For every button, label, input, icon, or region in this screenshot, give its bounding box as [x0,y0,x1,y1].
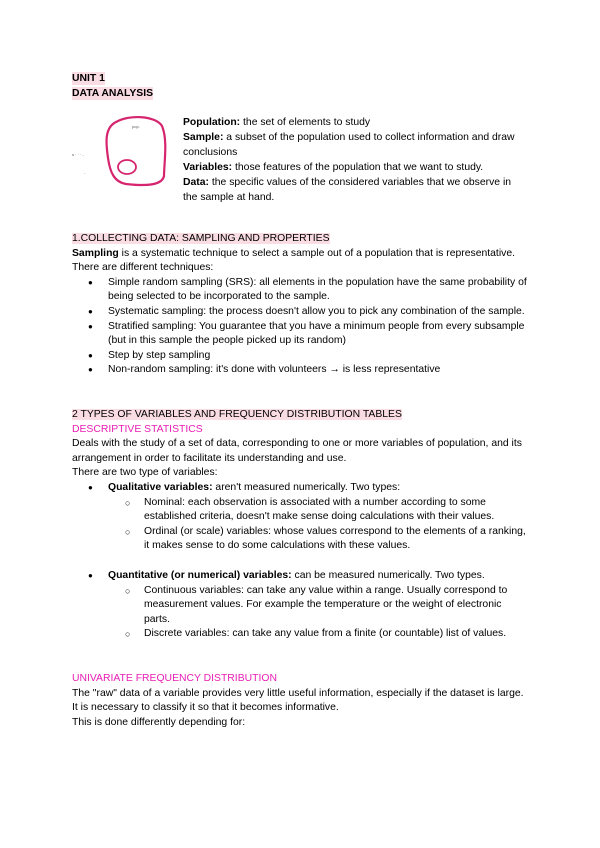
definition-text: those features of the population that we want to study. [232,162,484,173]
definition-text: a subset of the population used to collect information and draw conclusions [183,132,515,158]
item-text: aren't measured numerically. Two types: [212,481,401,493]
item-term: Qualitative variables: [108,481,213,493]
svg-text:-: - [84,170,86,175]
list-item: ● Non-random sampling: it's done with volunteers → is less representative [72,363,530,378]
intro-term: Sampling [72,247,119,259]
section-intro [72,247,530,276]
unit-number: UNIT 1 [72,73,105,84]
section-frequency [72,672,530,730]
definition-term: Population: [183,117,241,128]
definition-variables [183,160,523,175]
paragraph: This is done differently depending for: [72,716,246,728]
section-variables [72,408,530,642]
list-item: ○ Discrete variables: can take any value from a finite (or countable) list of values. [72,627,530,642]
definition-term: Variables: [183,162,233,173]
definition-population [183,115,523,130]
quantitative-item [72,569,530,642]
qualitative-item [72,481,530,554]
list-item: ● Step by step sampling [72,349,530,364]
definitions-list [183,115,523,205]
item-text: can be measured numerically. Two types. [291,569,485,581]
unit-subtitle: DATA ANALYSIS [72,87,154,99]
list-item: ● Simple random sampling (SRS): all elements in the population have the same probability of being selected to be incorporated to the sample. [72,276,530,305]
section-sampling [72,232,530,378]
variable-types-list [72,481,530,642]
list-item: ○ Continuous variables: can take any value within a range. Usually correspond to measurement values. For example the temperature or the weight of electronic parts. [72,584,530,628]
section-heading: 2 TYPES OF VARIABLES AND FREQUENCY DISTRIBUTION TABLES [72,409,402,420]
paragraph: The "raw" data of a variable provides very little useful information, especially if the dataset is large. It is necessary to classify it so that it becomes informative. [72,687,524,714]
unit-title [72,72,530,101]
list-item: ○ Nominal: each observation is associated with a number according to some established criteria, doesn't make sense doing calculations with their values. [72,496,530,525]
list-item: ● Systematic sampling: the process doesn't allow you to pick any combination of the sample. [72,305,530,320]
section-subheading: DESCRIPTIVE STATISTICS [72,423,203,435]
list-item: ● Stratified sampling: You guarantee that you have a minimum people from every subsample (but in this sample the people picked up its random) [72,320,530,349]
definition-sample [183,130,523,160]
section-subheading: UNIVARIATE FREQUENCY DISTRIBUTION [72,673,277,684]
section-heading: 1.COLLECTING DATA: SAMPLING AND PROPERTIES [72,233,330,244]
qualitative-sublist [72,496,530,554]
svg-text:pop.: pop. [132,124,140,129]
item-term: Quantitative (or numerical) variables: [108,569,292,581]
paragraph: There are two type of variables: [72,467,218,479]
definition-term: Data: [183,177,209,188]
sampling-techniques-list [72,276,530,378]
definition-data [183,175,523,205]
definition-text: the set of elements to study [240,117,371,128]
population-sample-sketch [64,112,184,192]
intro-text: is a systematic technique to select a sample out of a population that is representative. There are different techniques: [72,247,515,274]
quantitative-sublist [72,584,530,642]
document-page [72,72,530,728]
definition-text: the specific values of the considered variables that we observe in the sample at hand. [183,177,512,203]
svg-text:s · · · -: s · · · - [72,152,84,157]
list-item: ○ Ordinal (or scale) variables: whose values correspond to the elements of a ranking, it makes sense to do some calculations with these values. [72,525,530,554]
definition-term: Sample: [183,132,224,143]
paragraph: Deals with the study of a set of data, corresponding to one or more variables of population, and its arrangement in order to facilitate its understanding and use. [72,438,522,464]
